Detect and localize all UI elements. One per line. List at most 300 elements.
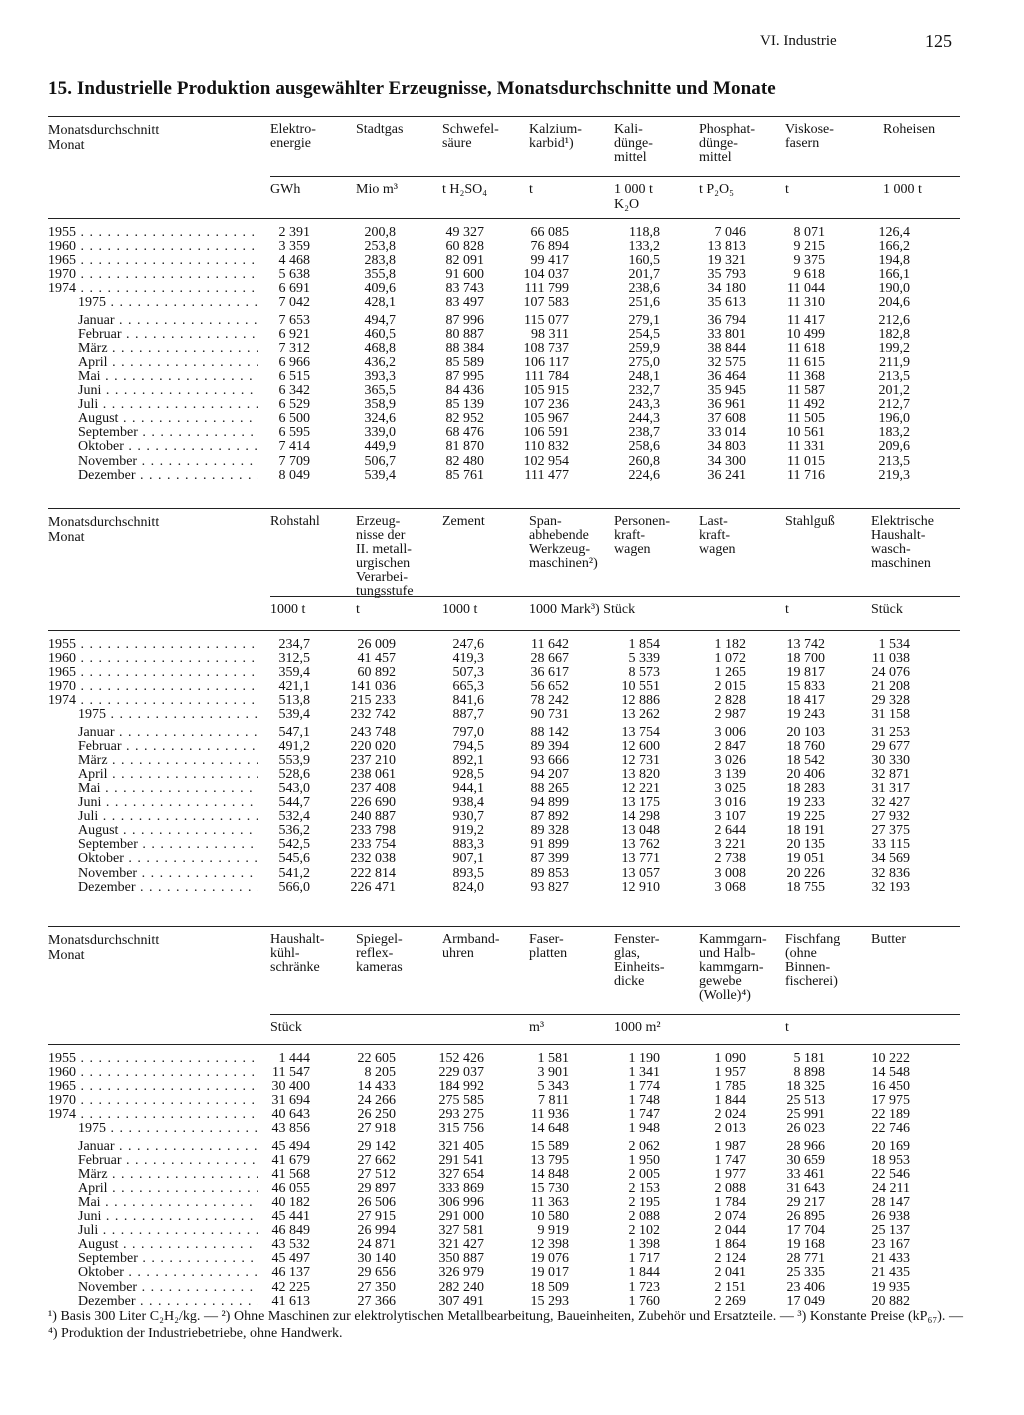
table-cell: 19 233 xyxy=(786,795,825,811)
table-cell: 29 328 xyxy=(871,693,910,709)
table-block-steel-to-washing-machines xyxy=(48,508,960,908)
column-header: Stahlguß xyxy=(785,514,835,529)
unit-label: 1 000 t K₂O xyxy=(614,182,653,212)
table-cell: 10 499 xyxy=(786,326,825,342)
table-cell: 1 182 xyxy=(714,637,746,652)
table-cell: 91 600 xyxy=(445,267,484,283)
table-cell: 539,4 xyxy=(278,707,310,723)
table-row xyxy=(48,768,960,782)
table-cell: 32 193 xyxy=(871,879,910,895)
page-number: 125 xyxy=(925,31,952,51)
table-cell: 166,2 xyxy=(878,239,910,255)
table-cell: 254,5 xyxy=(628,326,660,342)
table-cell: 199,2 xyxy=(878,340,910,356)
table-cell: 19 225 xyxy=(786,809,825,825)
table-cell: 1 748 xyxy=(628,1093,660,1109)
table-cell: 14 433 xyxy=(357,1079,396,1095)
table-title: 15. Industrielle Produktion ausgewählter Erzeugnisse, Monatsdurchschnitte und Monate xyxy=(48,78,776,99)
table-row xyxy=(48,782,960,796)
table-row xyxy=(48,1108,960,1122)
table-cell: 82 091 xyxy=(445,253,484,269)
table-cell: 19 017 xyxy=(530,1265,569,1281)
unit-label: 1000 m² xyxy=(614,1020,661,1035)
row-label: 1975 . . . xyxy=(78,708,258,722)
row-label: Juli . . . xyxy=(78,810,258,824)
row-label: Dezember . . . xyxy=(78,881,258,895)
unit-label: t H₂SO₄ xyxy=(442,182,488,197)
table-cell: 11 505 xyxy=(787,411,825,427)
table-cell: 11 936 xyxy=(531,1107,569,1123)
table-cell: 18 542 xyxy=(786,752,825,768)
unit-label: 1000 Mark³) Stück xyxy=(529,602,636,617)
table-cell: 26 506 xyxy=(357,1194,396,1210)
table-top-rule xyxy=(48,926,960,927)
row-label: Dezember . . . xyxy=(78,469,258,483)
table-cell: 27 932 xyxy=(871,809,910,825)
table-cell: 232 038 xyxy=(350,851,396,867)
table-cell: 449,9 xyxy=(364,439,396,455)
table-cell: 1 864 xyxy=(714,1237,746,1253)
table-cell: 17 049 xyxy=(786,1293,825,1309)
unit-label: GWh xyxy=(270,182,301,197)
table-cell: 19 817 xyxy=(786,665,825,681)
table-row xyxy=(48,240,960,254)
stub-header: Monatsdurchschnitt Monat xyxy=(48,123,160,153)
table-cell: 13 175 xyxy=(621,795,660,811)
table-cell: 89 328 xyxy=(530,823,569,839)
table-cell: 7 709 xyxy=(278,453,310,469)
table-cell: 87 996 xyxy=(445,312,484,328)
table-cell: 1 774 xyxy=(628,1079,660,1095)
table-cell: 25 513 xyxy=(786,1093,825,1109)
table-cell: 32 836 xyxy=(871,865,910,881)
table-cell: 28 147 xyxy=(871,1194,910,1210)
table-cell: 19 168 xyxy=(786,1237,825,1253)
table-cell: 19 321 xyxy=(707,253,746,269)
row-label: Mai . . . xyxy=(78,782,258,796)
table-cell: 87 892 xyxy=(530,809,569,825)
table-cell: 5 339 xyxy=(628,651,660,667)
table-cell: 13 795 xyxy=(530,1152,569,1168)
table-cell: 11 618 xyxy=(787,340,825,356)
table-cell: 883,3 xyxy=(452,837,484,853)
table-cell: 45 441 xyxy=(271,1209,310,1225)
table-cell: 553,9 xyxy=(278,752,310,768)
table-cell: 11 331 xyxy=(787,439,825,455)
table-cell: 2 828 xyxy=(714,693,746,709)
row-label: März . . . xyxy=(78,1168,258,1182)
table-cell: 27 915 xyxy=(357,1209,396,1225)
table-row xyxy=(48,867,960,881)
table-cell: 28 667 xyxy=(530,651,569,667)
table-row xyxy=(48,1281,960,1295)
table-cell: 24 266 xyxy=(357,1093,396,1109)
table-cell: 152 426 xyxy=(438,1051,484,1066)
row-label: Juni . . . xyxy=(78,384,258,398)
table-cell: 2 013 xyxy=(714,1121,746,1137)
table-cell: 17 704 xyxy=(786,1223,825,1239)
table-cell: 83 743 xyxy=(445,281,484,297)
table-cell: 108 737 xyxy=(523,340,569,356)
table-cell: 6 500 xyxy=(278,411,310,427)
table-cell: 87 399 xyxy=(530,851,569,867)
table-cell: 11 044 xyxy=(787,281,825,297)
column-header: Fischfang (ohne Binnen- fischerei) xyxy=(785,932,841,989)
table-cell: 12 221 xyxy=(621,780,660,796)
table-row xyxy=(48,1252,960,1266)
table-cell: 19 051 xyxy=(786,851,825,867)
table-cell: 4 468 xyxy=(278,253,310,269)
column-header: Phosphat- dünge- mittel xyxy=(699,122,755,165)
table-cell: 238,7 xyxy=(628,425,660,441)
table-cell: 12 886 xyxy=(621,693,660,709)
table-cell: 41 679 xyxy=(271,1152,310,1168)
column-header: Spiegel- reflex- kameras xyxy=(356,932,403,975)
table-cell: 35 793 xyxy=(707,267,746,283)
table-cell: 229 037 xyxy=(438,1065,484,1081)
table-cell: 83 497 xyxy=(445,295,484,311)
table-cell: 41 613 xyxy=(271,1293,310,1309)
table-cell: 88 142 xyxy=(530,724,569,740)
row-label: April . . . xyxy=(78,1182,258,1196)
table-cell: 326 979 xyxy=(438,1265,484,1281)
table-cell: 1 072 xyxy=(714,651,746,667)
running-head: VI. Industrie xyxy=(760,33,837,49)
table-cell: 27 375 xyxy=(871,823,910,839)
row-label: 1960 . . . xyxy=(48,240,258,254)
table-cell: 11 310 xyxy=(787,295,825,311)
table-cell: 421,1 xyxy=(278,679,310,695)
table-row xyxy=(48,398,960,412)
table-cell: 824,0 xyxy=(452,879,484,895)
table-cell: 93 827 xyxy=(530,879,569,895)
table-cell: 11 547 xyxy=(272,1065,310,1081)
table-cell: 339,0 xyxy=(364,425,396,441)
table-cell: 30 330 xyxy=(871,752,910,768)
table-cell: 315 756 xyxy=(438,1121,484,1137)
table-cell: 78 242 xyxy=(530,693,569,709)
table-cell: 11 417 xyxy=(787,312,825,328)
table-cell: 37 608 xyxy=(707,411,746,427)
table-cell: 18 417 xyxy=(786,693,825,709)
table-cell: 36 961 xyxy=(707,397,746,413)
table-cell: 89 853 xyxy=(530,865,569,881)
row-label: Januar . . . xyxy=(78,314,258,328)
table-cell: 34 180 xyxy=(707,281,746,297)
row-label: August . . . xyxy=(78,412,258,426)
table-cell: 306 996 xyxy=(438,1194,484,1210)
table-cell: 460,5 xyxy=(364,326,396,342)
table-cell: 14 298 xyxy=(621,809,660,825)
table-cell: 9 375 xyxy=(793,253,825,269)
table-cell: 13 762 xyxy=(621,837,660,853)
table-cell: 24 871 xyxy=(357,1237,396,1253)
table-cell: 542,5 xyxy=(278,837,310,853)
table-cell: 31 253 xyxy=(871,724,910,740)
table-cell: 13 262 xyxy=(621,707,660,723)
row-label: 1975 . . . xyxy=(78,1122,258,1136)
table-cell: 3 901 xyxy=(537,1065,569,1081)
table-cell: 40 182 xyxy=(271,1194,310,1210)
table-cell: 2 269 xyxy=(714,1293,746,1309)
table-cell: 12 398 xyxy=(530,1237,569,1253)
column-header: Haushalt- kühl- schränke xyxy=(270,932,325,975)
table-cell: 260,8 xyxy=(628,453,660,469)
table-cell: 1 977 xyxy=(714,1166,746,1182)
table-cell: 9 919 xyxy=(537,1223,569,1239)
row-label: Oktober . . . xyxy=(78,440,258,454)
column-header: Faser- platten xyxy=(529,932,568,961)
table-cell: 43 532 xyxy=(271,1237,310,1253)
table-cell: 46 055 xyxy=(271,1180,310,1196)
table-cell: 3 107 xyxy=(714,809,746,825)
table-row xyxy=(48,666,960,680)
table-cell: 2 062 xyxy=(628,1138,660,1154)
table-cell: 1 950 xyxy=(628,1152,660,1168)
table-cell: 105 967 xyxy=(523,411,569,427)
table-cell: 18 953 xyxy=(871,1152,910,1168)
row-label: April . . . xyxy=(78,768,258,782)
table-cell: 183,2 xyxy=(878,425,910,441)
table-cell: 1 581 xyxy=(537,1051,569,1066)
table-cell: 12 600 xyxy=(621,738,660,754)
table-cell: 2 088 xyxy=(714,1180,746,1196)
table-cell: 19 076 xyxy=(530,1251,569,1267)
row-label: Januar . . . xyxy=(78,726,258,740)
table-cell: 238,6 xyxy=(628,281,660,297)
table-row xyxy=(48,1080,960,1094)
table-cell: 2 024 xyxy=(714,1107,746,1123)
table-row xyxy=(48,1168,960,1182)
table-cell: 22 189 xyxy=(871,1107,910,1123)
table-cell: 18 760 xyxy=(786,738,825,754)
table-cell: 17 975 xyxy=(871,1093,910,1109)
table-cell: 797,0 xyxy=(452,724,484,740)
table-cell: 45 497 xyxy=(271,1251,310,1267)
table-cell: 409,6 xyxy=(364,281,396,297)
table-cell: 46 137 xyxy=(271,1265,310,1281)
table-cell: 1 854 xyxy=(628,637,660,652)
unit-rule xyxy=(48,1044,960,1045)
table-row xyxy=(48,328,960,342)
column-header: Kammgarn- und Halb- kammgarn- gewebe (Wolle)⁴) xyxy=(699,932,767,1003)
table-cell: 1 948 xyxy=(628,1121,660,1137)
table-cell: 88 265 xyxy=(530,780,569,796)
table-cell: 13 771 xyxy=(621,851,660,867)
table-cell: 212,6 xyxy=(878,312,910,328)
table-cell: 247,6 xyxy=(452,637,484,652)
table-cell: 232 742 xyxy=(350,707,396,723)
table-cell: 34 300 xyxy=(707,453,746,469)
column-header: Span- abhebende Werkzeug- maschinen²) xyxy=(529,514,598,571)
table-cell: 333 869 xyxy=(438,1180,484,1196)
table-cell: 31 158 xyxy=(871,707,910,723)
table-cell: 219,3 xyxy=(878,467,910,483)
table-cell: 419,3 xyxy=(452,651,484,667)
table-row xyxy=(48,226,960,240)
table-row xyxy=(48,708,960,722)
column-header: Rohstahl xyxy=(270,514,320,529)
table-cell: 253,8 xyxy=(364,239,396,255)
table-cell: 36 617 xyxy=(530,665,569,681)
column-header: Stadtgas xyxy=(356,122,404,137)
table-cell: 293 275 xyxy=(438,1107,484,1123)
table-cell: 22 546 xyxy=(871,1166,910,1182)
table-cell: 94 899 xyxy=(530,795,569,811)
unit-label: t P₂O₅ xyxy=(699,182,735,197)
table-top-rule xyxy=(48,508,960,509)
table-cell: 26 938 xyxy=(871,1209,910,1225)
table-cell: 36 241 xyxy=(707,467,746,483)
table-row xyxy=(48,1210,960,1224)
header-rule xyxy=(270,1014,960,1015)
table-cell: 3 008 xyxy=(714,865,746,881)
table-cell: 27 512 xyxy=(357,1166,396,1182)
unit-rule xyxy=(48,218,960,219)
table-cell: 513,8 xyxy=(278,693,310,709)
table-cell: 33 014 xyxy=(707,425,746,441)
unit-rule xyxy=(48,630,960,631)
table-cell: 2 644 xyxy=(714,823,746,839)
column-header: Viskose- fasern xyxy=(785,122,834,151)
column-header: Butter xyxy=(871,932,906,947)
row-label: September . . . xyxy=(78,426,258,440)
table-cell: 3 006 xyxy=(714,724,746,740)
table-cell: 1 723 xyxy=(628,1279,660,1295)
table-cell: 10 580 xyxy=(530,1209,569,1225)
table-cell: 18 755 xyxy=(786,879,825,895)
table-cell: 182,8 xyxy=(878,326,910,342)
table-cell: 8 049 xyxy=(278,467,310,483)
table-cell: 468,8 xyxy=(364,340,396,356)
table-cell: 892,1 xyxy=(452,752,484,768)
table-cell: 66 085 xyxy=(530,225,569,240)
table-cell: 2 153 xyxy=(628,1180,660,1196)
table-cell: 2 005 xyxy=(628,1166,660,1182)
table-row xyxy=(48,1122,960,1136)
table-cell: 22 605 xyxy=(357,1051,396,1066)
table-cell: 2 847 xyxy=(714,738,746,754)
table-cell: 7 811 xyxy=(538,1093,569,1109)
table-cell: 224,6 xyxy=(628,467,660,483)
table-cell: 85 589 xyxy=(445,354,484,370)
table-cell: 13 813 xyxy=(707,239,746,255)
table-cell: 41 568 xyxy=(271,1166,310,1182)
table-cell: 32 871 xyxy=(871,766,910,782)
unit-label: m³ xyxy=(529,1020,545,1035)
table-cell: 56 652 xyxy=(530,679,569,695)
table-cell: 240 887 xyxy=(350,809,396,825)
table-cell: 18 700 xyxy=(786,651,825,667)
row-label: 1975 . . . xyxy=(78,296,258,310)
table-cell: 7 414 xyxy=(278,439,310,455)
table-cell: 8 071 xyxy=(793,225,825,240)
table-cell: 23 167 xyxy=(871,1237,910,1253)
table-cell: 275,0 xyxy=(628,354,660,370)
table-cell: 19 243 xyxy=(786,707,825,723)
row-label: 1965 . . . xyxy=(48,1080,258,1094)
table-row xyxy=(48,469,960,483)
table-cell: 10 551 xyxy=(621,679,660,695)
table-row xyxy=(48,638,960,652)
table-cell: 291 541 xyxy=(438,1152,484,1168)
unit-label: 1 000 t xyxy=(883,182,922,197)
table-cell: 105 915 xyxy=(523,383,569,399)
table-cell: 31 694 xyxy=(271,1093,310,1109)
table-cell: 7 042 xyxy=(278,295,310,311)
table-cell: 1 844 xyxy=(628,1265,660,1281)
table-cell: 307 491 xyxy=(438,1293,484,1309)
table-cell: 930,7 xyxy=(452,809,484,825)
table-cell: 2 102 xyxy=(628,1223,660,1239)
table-cell: 34 569 xyxy=(871,851,910,867)
column-header: Elektro- energie xyxy=(270,122,316,151)
table-cell: 126,4 xyxy=(878,225,910,240)
table-cell: 196,0 xyxy=(878,411,910,427)
table-cell: 111 784 xyxy=(524,368,569,384)
table-cell: 32 427 xyxy=(871,795,910,811)
row-label: November . . . xyxy=(78,867,258,881)
table-cell: 25 137 xyxy=(871,1223,910,1239)
footnotes: ¹) Basis 300 Liter C₂H₂/kg. — ²) Ohne Maschinen zur elektrolytischen Metallbearbeitung, Baueinheiten, Zubehör und Ersatzteile. — ³) Konstante Preise (kP₆₇). — ⁴) Produktion der Industriebetriebe, ohne Handwerk. xyxy=(48,1309,963,1341)
table-cell: 11 642 xyxy=(531,637,569,652)
table-cell: 222 814 xyxy=(350,865,396,881)
table-cell: 26 895 xyxy=(786,1209,825,1225)
header-rule xyxy=(270,596,960,597)
table-row xyxy=(48,1140,960,1154)
table-cell: 90 731 xyxy=(530,707,569,723)
row-label: Oktober . . . xyxy=(78,852,258,866)
table-cell: 33 801 xyxy=(707,326,746,342)
table-cell: 3 026 xyxy=(714,752,746,768)
table-cell: 258,6 xyxy=(628,439,660,455)
table-cell: 1 785 xyxy=(714,1079,746,1095)
row-label: September . . . xyxy=(78,838,258,852)
table-cell: 18 509 xyxy=(530,1279,569,1295)
stub-header: Monatsdurchschnitt Monat xyxy=(48,515,160,545)
table-row xyxy=(48,440,960,454)
table-cell: 2 015 xyxy=(714,679,746,695)
table-cell: 20 406 xyxy=(786,766,825,782)
column-header: Kali- dünge- mittel xyxy=(614,122,653,165)
table-cell: 9 618 xyxy=(793,267,825,283)
table-cell: 243,3 xyxy=(628,397,660,413)
row-label: Dezember . . . xyxy=(78,1295,258,1309)
table-cell: 34 803 xyxy=(707,439,746,455)
table-cell: 43 856 xyxy=(271,1121,310,1137)
table-cell: 536,2 xyxy=(278,823,310,839)
row-label: 1955 . . . xyxy=(48,638,258,652)
table-cell: 35 945 xyxy=(707,383,746,399)
table-cell: 3 359 xyxy=(278,239,310,255)
table-cell: 14 848 xyxy=(530,1166,569,1182)
table-cell: 94 207 xyxy=(530,766,569,782)
table-cell: 15 589 xyxy=(530,1138,569,1154)
table-cell: 2 124 xyxy=(714,1251,746,1267)
unit-label: t xyxy=(356,602,360,617)
table-cell: 5 181 xyxy=(793,1051,825,1066)
table-cell: 213,5 xyxy=(878,453,910,469)
table-cell: 251,6 xyxy=(628,295,660,311)
table-cell: 11 038 xyxy=(872,651,910,667)
table-cell: 215 233 xyxy=(350,693,396,709)
unit-label: Stück xyxy=(270,1020,302,1035)
table-cell: 18 191 xyxy=(786,823,825,839)
table-cell: 7 046 xyxy=(714,225,746,240)
row-label: November . . . xyxy=(78,1281,258,1295)
table-cell: 1 398 xyxy=(628,1237,660,1253)
table-cell: 1 190 xyxy=(628,1051,660,1066)
